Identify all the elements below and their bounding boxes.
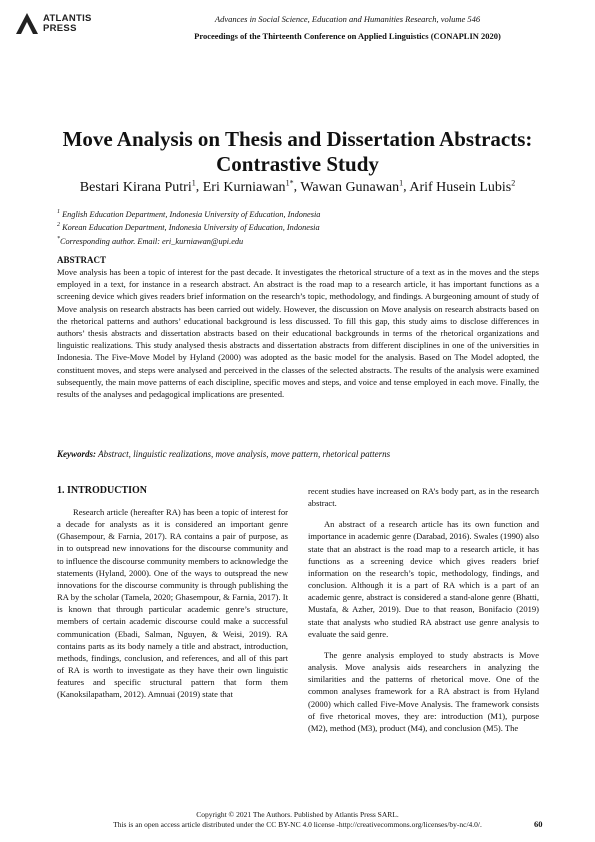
- author-sup: 1*: [285, 178, 294, 187]
- keywords-text: Abstract, linguistic realizations, move analysis, move pattern, rhetorical patterns: [98, 449, 391, 459]
- author-name: Bestari Kirana Putri: [79, 179, 192, 195]
- keywords-label: Keywords:: [57, 449, 96, 459]
- keywords: [57, 449, 539, 459]
- affiliation-sup: 1: [57, 209, 60, 215]
- paper-title: [30, 127, 565, 177]
- author-4: [409, 180, 515, 195]
- affiliations: [57, 207, 320, 247]
- affiliation-text: English Education Department, Indonesia University of Education, Indonesia: [62, 209, 321, 219]
- abstract-heading: ABSTRACT: [57, 255, 107, 265]
- footer-copyright: Copyright © 2021 The Authors. Published by Atlantis Press SARL.: [196, 810, 399, 819]
- atlantis-press-logo: [14, 10, 134, 38]
- author-name: Wawan Gunawan: [300, 179, 400, 195]
- title-line-2: Contrastive Study: [216, 152, 379, 176]
- page-number: 60: [534, 819, 543, 829]
- affiliation-text: Corresponding author. Email: eri_kurniawan@upi.edu: [60, 236, 244, 246]
- atlantis-logo-icon: [14, 11, 40, 37]
- affiliation-2: [57, 220, 320, 233]
- body-paragraph: Research article (hereafter RA) has been a topic of interest for a decade for analysts as it is considered an important genre (Ghasempour, & Farnia, 2017). RA contains a pair of purpose, as in to outspread new innovations for the discourse community and to influence the discourse community members to acknowledge the statements (Hyland, 2000). One of the ways to outspread the new innovations for the discourse community is through publishing the RA by the scholar (Tamela, 2020; Ghasempour, & Farnia, 2017). It is known that through particular academic genre’s structure, members of certain academic discourse could make a successful communication (Ebadi, Salman, Nguyen, & Weisi, 2019). RA contains parts as its body namely a title and abstract, introduction, methods, findings, conclusion, and references, and all of this part of RA is worth to investigate as they have their own linguistic features and specific structural pattern that form them (Kanoksilapatham, 2012). Amnuai (2019) state that: [57, 507, 288, 700]
- author-list: Bestari Kirana Putri$^1$, Eri Kurniawan$^{1*}$, Wawan Gunawan$^1$, Arif Husein Lubis$^2$: [79, 178, 516, 195]
- author-sup: 1: [399, 178, 404, 187]
- footer-license: This is an open access article distributed under the CC BY-NC 4.0 license -http://creativecommons.org/licenses/by-nc/4.0/.: [113, 820, 482, 829]
- author-sup: 2: [511, 178, 516, 187]
- body-paragraph: recent studies have increased on RA’s body part, as in the research abstract.: [308, 486, 539, 509]
- section-heading-introduction: 1. INTRODUCTION: [57, 485, 148, 496]
- affiliation-sup: *: [57, 235, 60, 242]
- author-2: [203, 180, 294, 195]
- affiliation-sup: 2: [57, 222, 60, 229]
- left-column: [57, 485, 288, 701]
- logo-line-1: ATLANTIS: [43, 13, 92, 24]
- title-line-1: Move Analysis on Thesis and Dissertation Abstracts:: [62, 127, 533, 151]
- logo-text: [43, 14, 92, 34]
- affiliation-text: Korean Education Department, Indonesia University of Education, Indonesia: [62, 223, 320, 233]
- author-name: Arif Husein Lubis: [409, 179, 512, 195]
- author-1: [80, 180, 196, 195]
- proceedings-title: Proceedings of the Thirteenth Conference on Applied Linguistics (CONAPLIN 2020): [194, 31, 501, 41]
- body-paragraph: The genre analysis employed to study abstracts is Move analysis. Move analysis aids researchers in analyzing the similarities and the patterns of rhetorical move. One of the common analyses framework for a RA abstract is from Hyland (2000) which called Five-Move Analysis. The framework consists of five rhetorical moves, they are: introduction (M1), purpose (M2), method (M3), product (M4), and conclusion (M5). The: [308, 649, 539, 733]
- abstract-text: Move analysis has been a topic of interest for the past decade. It investigates the rhetorical structure of a text as in the moves and the steps employed in a text, for instance in a research abstract. An abstract is the road map to a research article, it has important functions as a screening device which gives readers brief information on the research’s topic, methodology, and findings. A burgeoning amount of study of Move analysis on research abstracts has been carried out widely. However, the discussion on Move analysis on research abstracts based on the rhetorical patterns and authors’ educational background is less discussed. To fill this gap, this study aims to disclose differences in authors’ thesis abstracts and dissertation abstracts based on their educational backgrounds in terms of the rhetorical organizations and linguistic realizations. This study analysed thesis abstracts and dissertation abstracts from different disciplines in one of the universities in Indonesia. The Five-Move Model by Hyland (2000) was adopted as the basic model for the analysis. Based on The Model adopted, the constituent moves, and steps were analysed and perceived in the classes of the selected abstracts. The results of the analysis were examined subsequently, the main move patterns of each discipline, specific moves and steps, and voice and tense employed in each move. Finally, the results of the analyses and pedagogical implications are presented.: [57, 267, 539, 400]
- running-head: Advances in Social Science, Education and Humanities Research, volume 546: [214, 14, 481, 24]
- author-3: [300, 180, 403, 195]
- logo-line-2: PRESS: [43, 23, 77, 34]
- author-sup: 1: [191, 178, 196, 187]
- author-name: Eri Kurniawan: [202, 179, 286, 195]
- corresponding-author: [57, 234, 320, 247]
- right-column: [308, 485, 539, 734]
- affiliation-1: [57, 207, 320, 220]
- body-paragraph: An abstract of a research article has its own function and importance in academic genre (Darabad, 2016). Swales (1990) also state that an abstract is the road map to a research article, it has functions as a screening device which gives readers brief information on the research’s topic, methodology, findings, and conclusion. Although it is a part of RA which is a part of an academic genre, abstract is considered a stand-alone genre (Bhatti, Mustafa, & Azher, 2019). Due to that reason, Bonifacio (2019) state that analysts who studied RA abstract use genre analysis to evaluate the said genre.: [308, 519, 539, 639]
